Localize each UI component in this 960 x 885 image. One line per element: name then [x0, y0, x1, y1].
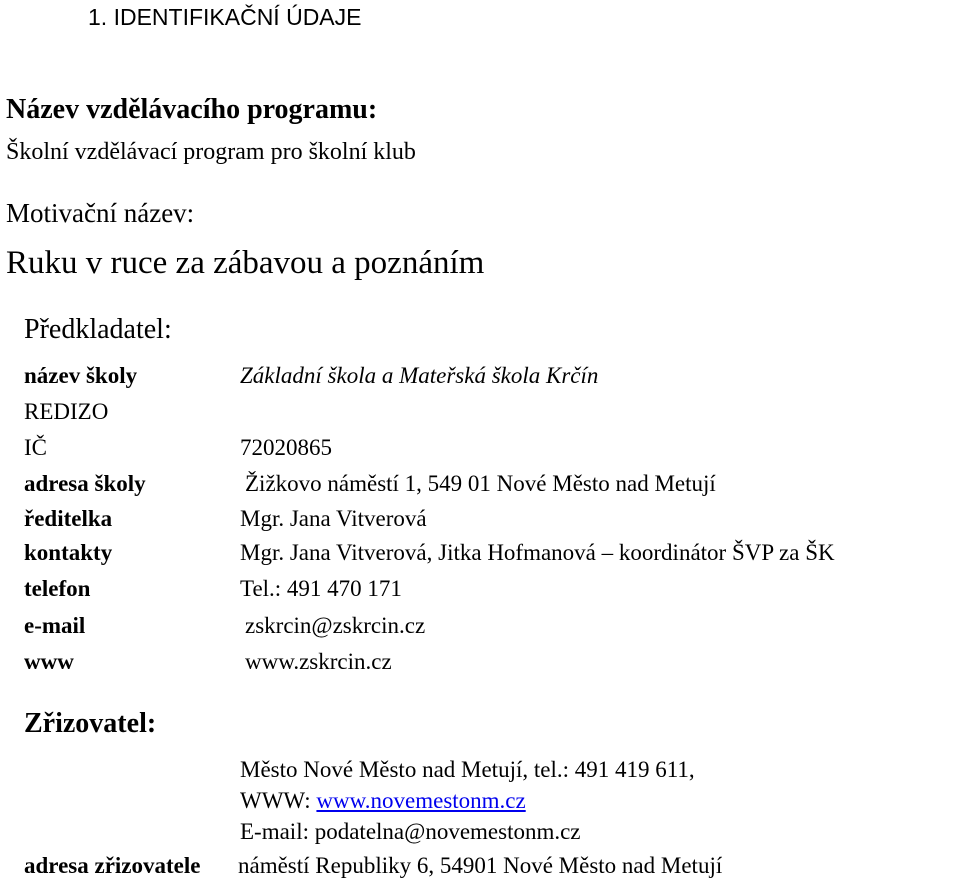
- contacts-label: kontakty: [24, 540, 113, 565]
- program-name-label: Název vzdělávacího programu:: [6, 94, 378, 125]
- founder-label: Zřizovatel:: [24, 708, 157, 739]
- motivation-name-value: Ruku v ruce za zábavou a poznáním: [6, 245, 485, 281]
- www-label: www: [24, 649, 74, 674]
- school-address-label: adresa školy: [24, 471, 146, 496]
- email-value: zskrcin@zskrcin.cz: [245, 613, 426, 638]
- school-name-value: Základní škola a Mateřská škola Krčín: [240, 363, 599, 388]
- founder-www-prefix: WWW:: [240, 788, 317, 813]
- motivation-name-label: Motivační název:: [6, 198, 195, 228]
- founder-www-line: [240, 789, 526, 812]
- founder-name-line: Město Nové Město nad Metují, tel.: 491 419 611,: [240, 757, 695, 782]
- ic-label: IČ: [24, 435, 47, 460]
- phone-value: Tel.: 491 470 171: [240, 576, 402, 601]
- school-address-value: Žižkovo náměstí 1, 549 01 Nové Město nad Metují: [245, 471, 716, 496]
- ic-value: 72020865: [240, 435, 332, 460]
- email-label: e-mail: [24, 613, 86, 638]
- founder-email-line: E-mail: podatelna@novemestonm.cz: [240, 819, 581, 844]
- founder-address-value: náměstí Republiky 6, 54901 Nové Město nad Metují: [238, 853, 723, 878]
- director-label: ředitelka: [24, 506, 113, 531]
- founder-address-label: adresa zřizovatele: [24, 853, 201, 878]
- www-value: www.zskrcin.cz: [245, 649, 392, 674]
- school-name-label: název školy: [24, 363, 138, 388]
- proposer-label: Předkladatel:: [24, 314, 172, 345]
- redizo-label: REDIZO: [24, 399, 109, 424]
- program-name-value: Školní vzdělávací program pro školní klub: [6, 139, 416, 165]
- section-heading: 1. IDENTIFIKAČNÍ ÚDAJE: [88, 4, 362, 30]
- founder-www-link[interactable]: www.novemestonm.cz: [316, 788, 526, 813]
- phone-label: telefon: [24, 576, 91, 601]
- contacts-value: Mgr. Jana Vitverová, Jitka Hofmanová – koordinátor ŠVP za ŠK: [240, 540, 835, 565]
- director-value: Mgr. Jana Vitverová: [240, 506, 427, 531]
